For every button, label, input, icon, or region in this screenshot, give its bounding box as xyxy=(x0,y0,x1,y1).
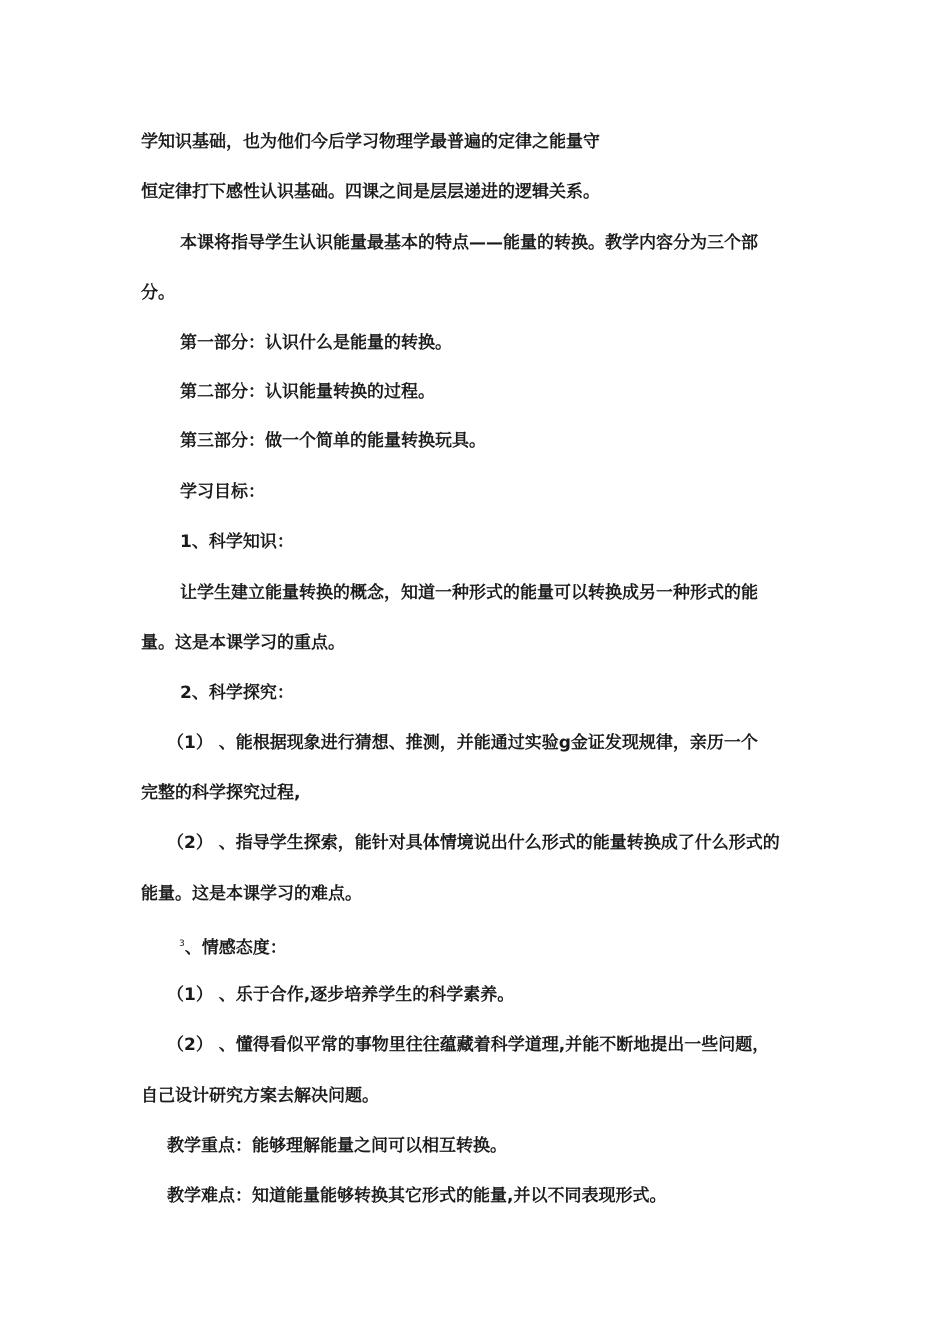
section-heading: 学习目标： xyxy=(180,482,265,502)
text-line: 本课将指导学生认识能量最基本的特点——能量的转换。教学内容分为三个部 xyxy=(180,233,758,253)
section-heading: 2、科学探究： xyxy=(180,683,294,703)
text-line: 完整的科学探究过程, xyxy=(141,783,301,803)
text-line: 让学生建立能量转换的概念，知道一种形式的能量可以转换成另一种形式的能 xyxy=(180,583,758,603)
text-line: 分。 xyxy=(141,283,175,303)
text-line: 学知识基础，也为他们今后学习物理学最普遍的定律之能量守 xyxy=(141,132,600,152)
text-line: 第三部分：做一个简单的能量转换玩具。 xyxy=(180,431,486,451)
text-line: 恒定律打下感性认识基础。四课之间是层层递进的逻辑关系。 xyxy=(141,182,600,202)
text-line: 第一部分：认识什么是能量的转换。 xyxy=(180,333,452,353)
section-heading: 1、科学知识： xyxy=(180,532,294,552)
text-line: 第二部分：认识能量转换的过程。 xyxy=(180,382,435,402)
list-item: （2） 、指导学生探索，能针对具体情境说出什么形式的能量转换成了什么形式的 xyxy=(167,833,780,853)
section-heading xyxy=(179,933,287,959)
section-title: 、情感态度： xyxy=(184,938,287,958)
section-number: 3 xyxy=(179,939,185,949)
text-line: 教学重点：能够理解能量之间可以相互转换。 xyxy=(167,1136,507,1156)
text-line: 量。这是本课学习的重点。 xyxy=(141,633,345,653)
list-item: （1） 、乐于合作,逐步培养学生的科学素养。 xyxy=(167,985,515,1005)
list-item: （2） 、懂得看似平常的事物里往往蕴藏着科学道理,并能不断地提出一些问题， xyxy=(167,1035,770,1055)
text-line: 教学难点：知道能量能够转换其它形式的能量,并以不同表现形式。 xyxy=(167,1186,667,1206)
text-line: 自己设计研究方案去解决问题。 xyxy=(141,1086,379,1106)
list-item: （1） 、能根据现象进行猜想、推测，并能通过实验g金证发现规律，亲历一个 xyxy=(167,733,758,753)
text-line: 能量。这是本课学习的难点。 xyxy=(141,884,362,904)
